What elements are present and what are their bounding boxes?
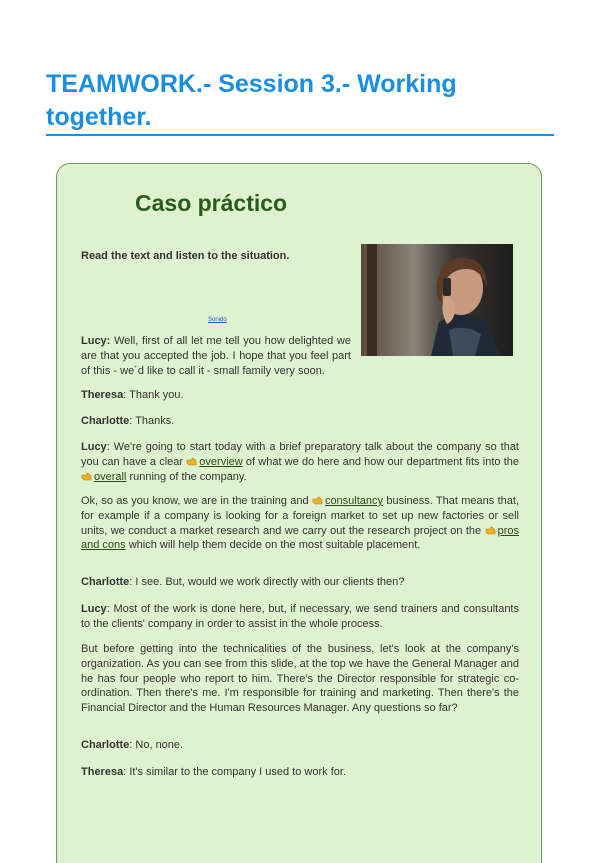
dialogue-lucy-2: Lucy: We're going to start today with a brief preparatory talk about the company so that you can have a clear overview of what we do here and how our department fits into the overall running of the company. [81, 441, 519, 483]
speaker-name: Charlotte [81, 576, 130, 588]
dialogue-lucy-organization: But before getting into the technicalities of the business, let's look at the company's organization. As you can see from this slide, at the top we have the General Manager and he has four people who report to him. There's the Director responsible for strategic co-ordination. Then there's me. I'm responsible for training and marketing. Then there's the Financial Director and the Human Resources Manager. Any questions so far? [81, 643, 519, 715]
dialogue-charlotte-3: Charlotte: No, none. [81, 739, 184, 751]
case-heading: Caso práctico [135, 190, 288, 216]
page-title-line-1: TEAMWORK.- Session 3.- Working [46, 70, 457, 98]
dialogue-charlotte-1: Charlotte: Thanks. [81, 415, 175, 427]
glossary-link-consultancy[interactable]: consultancy [324, 495, 384, 507]
speaker-name: Charlotte [81, 739, 130, 751]
pointing-hand-icon [186, 457, 197, 466]
speaker-name: Lucy: [81, 335, 111, 347]
speaker-name: Lucy [81, 441, 107, 453]
woman-on-phone-photo [361, 244, 513, 356]
glossary-link-overview[interactable]: overview [199, 455, 243, 468]
dialogue-lucy-1: Lucy: Well, first of all let me tell you how delighted we are that you accepted the job. I hope that you feel part of this - we´d like to call it - small family very soon. [81, 335, 351, 377]
pointing-hand-icon [312, 496, 323, 505]
pointing-hand-icon [485, 526, 496, 535]
audio-link[interactable]: Sonido [208, 317, 227, 323]
pointing-hand-icon [81, 472, 92, 481]
speaker-name: Charlotte [81, 415, 130, 427]
instruction-text: Read the text and listen to the situation. [81, 250, 290, 262]
page-title-line-2: together. [46, 103, 152, 131]
dialogue-lucy-3: Lucy: Most of the work is done here, but, if necessary, we send trainers and consultants to the clients' company in order to assist in the whole process. [81, 603, 519, 630]
dialogue-lucy-business: Ok, so as you know, we are in the training and consultancy business. That means that, for example if a company is looking for a foreign market to set up new factories or sell units, we conduct a market research and we carry out the research project on the pros and cons which will help them decide on the most suitable placement. [81, 495, 519, 552]
title-divider [46, 134, 554, 136]
speaker-name: Theresa [81, 766, 124, 778]
dialogue-charlotte-2: Charlotte: I see. But, would we work directly with our clients then? [81, 576, 405, 588]
speaker-name: Theresa [81, 389, 124, 401]
dialogue-theresa-2: Theresa: It's similar to the company I used to work for. [81, 766, 347, 778]
page-title [46, 68, 546, 134]
glossary-link-pros-and-cons[interactable]: pros and cons [81, 524, 519, 552]
dialogue-theresa-1: Theresa: Thank you. [81, 389, 184, 401]
speaker-name: Lucy [81, 603, 107, 615]
glossary-link-overall[interactable]: overall [94, 470, 127, 483]
